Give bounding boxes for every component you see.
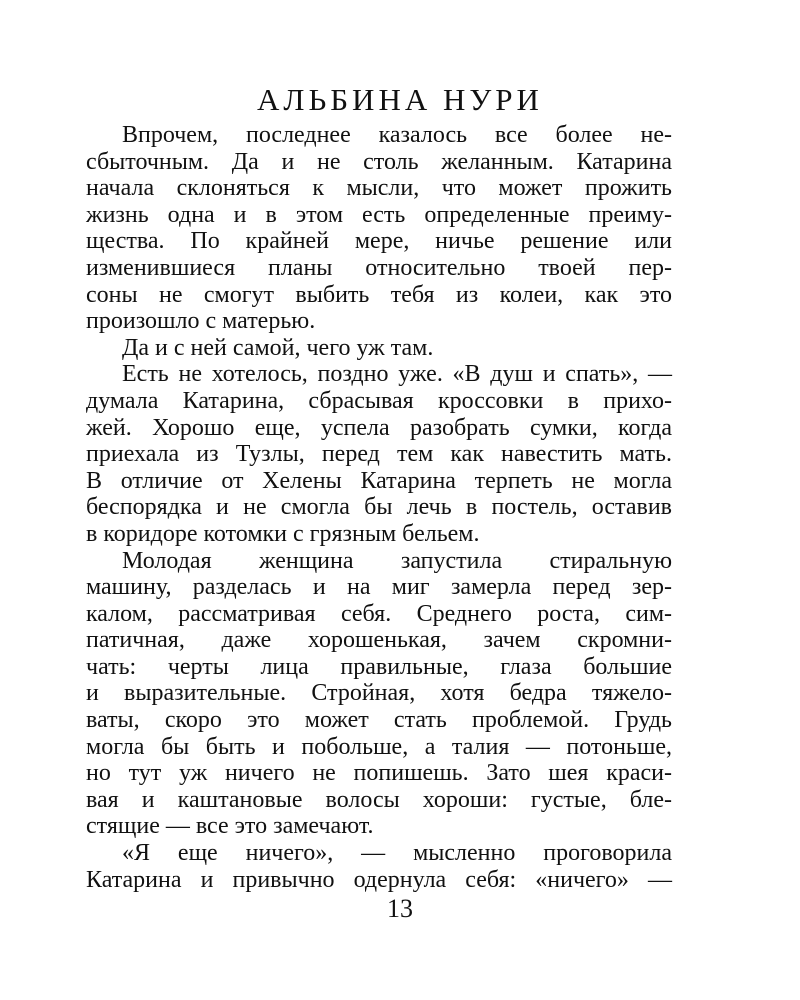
text-line: вая и каштановые волосы хороши: густые, бле- xyxy=(86,786,672,813)
text-line: в коридоре котомки с грязным бельем. xyxy=(86,520,480,547)
text-line: Молодая женщина запустила стиральную xyxy=(122,547,672,574)
text-line: стящие — все это замечают. xyxy=(86,813,374,840)
text-line: чать: черты лица правильные, глаза большие xyxy=(86,653,672,680)
text-line: беспорядка и не смогла бы лечь в постель, оставив xyxy=(86,494,672,521)
text-line: жей. Хорошо еще, успела разобрать сумки, когда xyxy=(86,414,672,441)
text-line: приехала из Тузлы, перед тем как навестить мать. xyxy=(86,441,672,468)
text-line: щества. По крайней мере, ничье решение или xyxy=(86,228,672,255)
text-line: В отличие от Хелены Катарина терпеть не могла xyxy=(86,467,672,494)
body-text xyxy=(86,122,672,893)
page-number: 13 xyxy=(387,894,413,923)
text-line: калом, рассматривая себя. Среднего роста, сим- xyxy=(86,600,672,627)
text-line: соны не смогут выбить тебя из колеи, как это xyxy=(86,281,672,308)
text-line: но тут уж ничего не попишешь. Зато шея краси- xyxy=(86,760,672,787)
text-line: патичная, даже хорошенькая, зачем скромни- xyxy=(86,627,672,654)
text-line: машину, разделась и на миг замерла перед зер- xyxy=(86,574,672,601)
text-line: произошло с матерью. xyxy=(86,308,316,335)
text-line: изменившиеся планы относительно твоей пер- xyxy=(86,254,672,281)
text-line: Катарина и привычно одернула себя: «ничего» — xyxy=(86,866,672,893)
running-title: АЛЬБИНА НУРИ xyxy=(257,82,543,117)
text-line: жизнь одна и в этом есть определенные преиму- xyxy=(86,201,672,228)
text-line: сбыточным. Да и не столь желанным. Катарина xyxy=(86,148,672,175)
text-line: могла бы быть и побольше, а талия — потоньше, xyxy=(86,733,672,760)
text-line: Впрочем, последнее казалось все более не- xyxy=(122,122,672,148)
text-line: Есть не хотелось, поздно уже. «В душ и спать», — xyxy=(122,361,672,388)
text-line: думала Катарина, сбрасывая кроссовки в прихо- xyxy=(86,387,672,414)
text-line: начала склоняться к мысли, что может прожить xyxy=(86,175,672,202)
text-line: ваты, скоро это может стать проблемой. Грудь xyxy=(86,707,672,734)
text-line: Да и с ней самой, чего уж там. xyxy=(122,334,434,361)
text-line: «Я еще ничего», — мысленно проговорила xyxy=(122,840,672,867)
text-line: и выразительные. Стройная, хотя бедра тяжело- xyxy=(86,680,672,707)
